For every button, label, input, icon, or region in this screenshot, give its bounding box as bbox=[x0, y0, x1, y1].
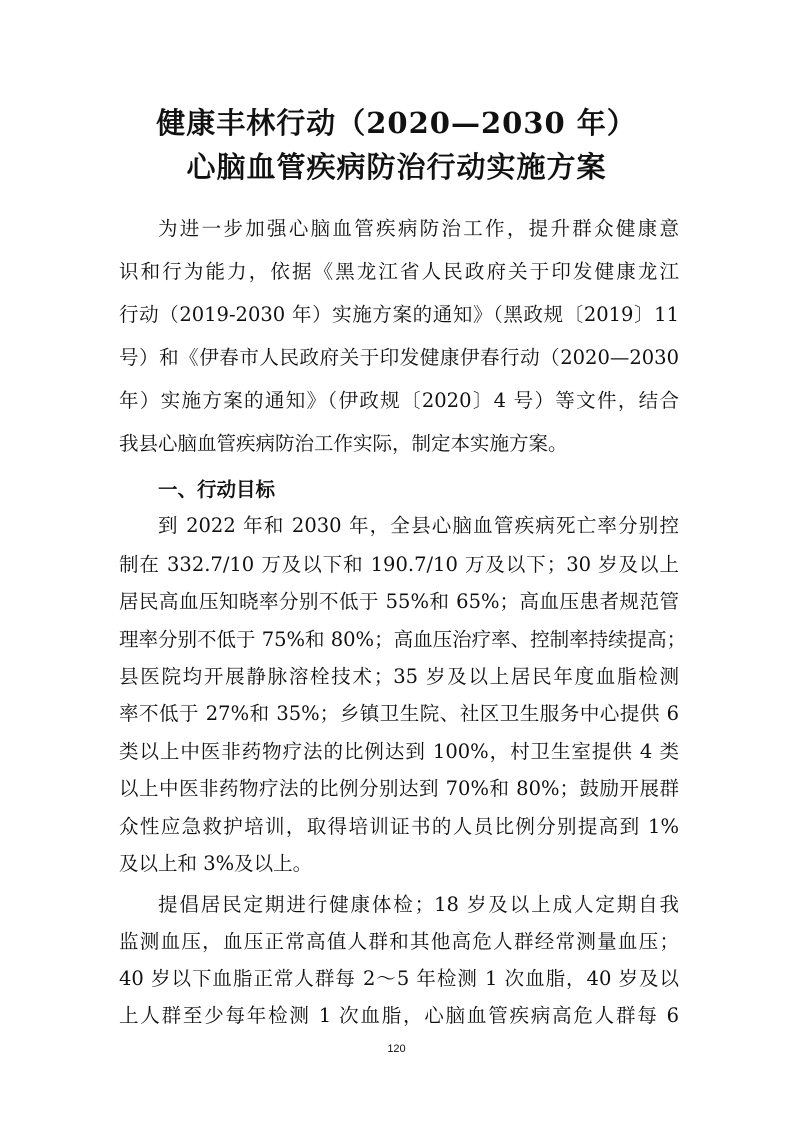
goals-paragraph-line: 县医院均开展静脉溶栓技术；35 岁及以上居民年度血脂检测 bbox=[119, 665, 679, 688]
advocacy-paragraph-line: 监测血压，血压正常高值人群和其他高危人群经常测量血压； bbox=[119, 930, 679, 953]
goals-paragraph-line: 到 2022 年和 2030 年，全县心脑血管疾病死亡率分别控 bbox=[158, 514, 679, 537]
goals-paragraph-line: 率不低于 27%和 35%；乡镇卫生院、社区卫生服务中心提供 6 bbox=[119, 702, 679, 725]
goals-paragraph-line: 及以上和 3%及以上。 bbox=[119, 852, 313, 875]
advocacy-paragraph-line: 上人群至少每年检测 1 次血脂，心脑血管疾病高危人群每 6 bbox=[119, 1004, 679, 1027]
intro-paragraph-line: 我县心脑血管疾病防治工作实际，制定本实施方案。 bbox=[119, 432, 568, 455]
advocacy-paragraph-line: 提倡居民定期进行健康体检；18 岁及以上成人定期自我 bbox=[158, 893, 679, 916]
page-number: 120 bbox=[387, 1043, 406, 1055]
goals-paragraph-line: 制在 332.7/10 万及以下和 190.7/10 万及以下；30 岁及以上 bbox=[119, 553, 679, 576]
goals-paragraph-line: 类以上中医非药物疗法的比例达到 100%，村卫生室提供 4 类 bbox=[119, 740, 679, 763]
intro-paragraph-line: 为进一步加强心脑血管疾病防治工作，提升群众健康意 bbox=[158, 217, 679, 240]
advocacy-paragraph-line: 40 岁以下血脂正常人群每 2～5 年检测 1 次血脂，40 岁及以 bbox=[119, 967, 679, 990]
goals-paragraph-line: 居民高血压知晓率分别不低于 55%和 65%；高血压患者规范管 bbox=[119, 590, 679, 613]
goals-paragraph-line: 众性应急救护培训，取得培训证书的人员比例分别提高到 1% bbox=[119, 815, 679, 838]
intro-paragraph-line: 识和行为能力，依据《黑龙江省人民政府关于印发健康龙江 bbox=[119, 260, 679, 283]
document-title-line-2: 心脑血管疾病防治行动实施方案 bbox=[186, 150, 607, 184]
section-heading-goals: 一、行动目标 bbox=[158, 478, 276, 501]
intro-paragraph-line: 年）实施方案的通知》（伊政规〔2020〕4 号）等文件，结合 bbox=[119, 389, 679, 412]
goals-paragraph-line: 以上中医非药物疗法的比例分别达到 70%和 80%；鼓励开展群 bbox=[119, 777, 679, 800]
intro-paragraph-line: 号）和《伊春市人民政府关于印发健康伊春行动（2020—2030 bbox=[119, 346, 679, 369]
goals-paragraph-line: 理率分别不低于 75%和 80%；高血压治疗率、控制率持续提高； bbox=[119, 628, 687, 651]
document-title-line-1: 健康丰林行动（2020—2030 年） bbox=[156, 106, 637, 140]
intro-paragraph-line: 行动（2019-2030 年）实施方案的通知》（黑政规〔2019〕11 bbox=[119, 303, 679, 326]
